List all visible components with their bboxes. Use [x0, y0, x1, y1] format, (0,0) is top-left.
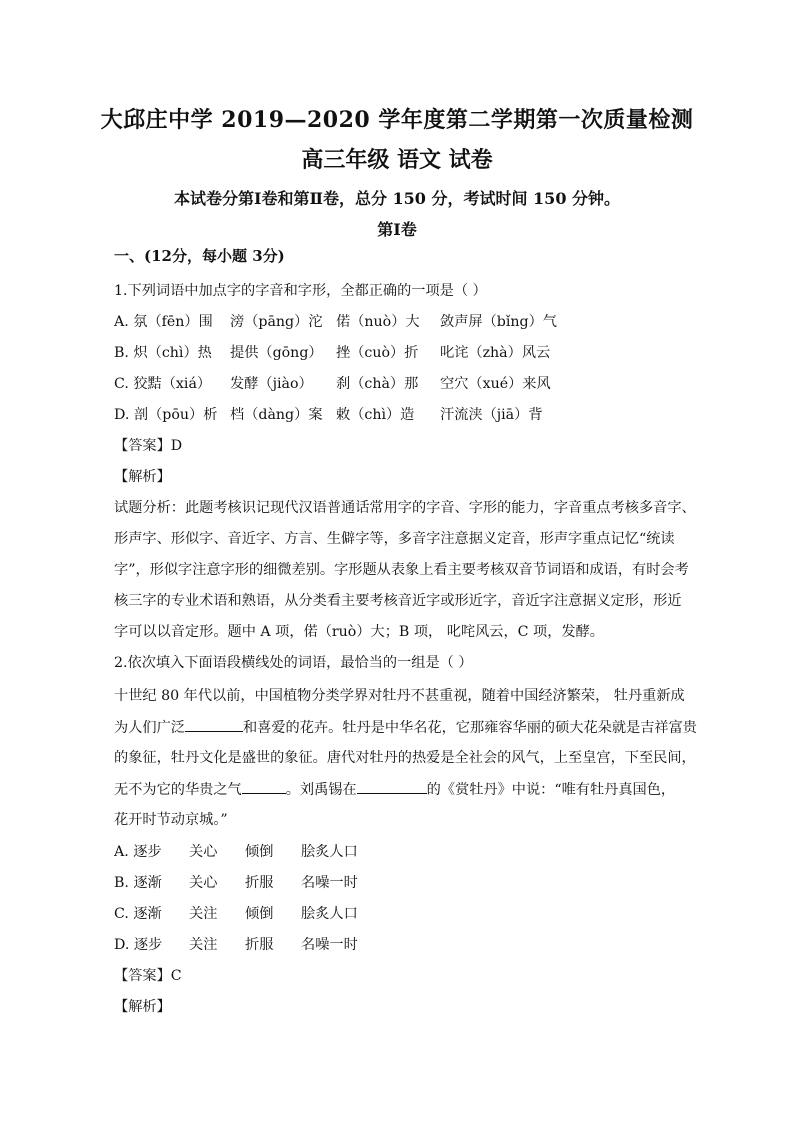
- q2-c-item-3: 倾倒: [245, 906, 274, 922]
- q2-passage-row-4c: 的《赏牡丹》中说：“唯有牡丹真国色，: [426, 782, 676, 798]
- q2-passage-row-4b: 。刘禹锡在: [285, 782, 357, 798]
- q2-b-item-3: 折服: [245, 875, 274, 891]
- q1-d-item-2: 档（dàng）案: [230, 407, 323, 423]
- fill-blank-2: [242, 779, 286, 794]
- q1-analysis-line-2: 形声字、形似字、音近字、方言、生僻字等，多音字注意据义定音，形声字重点记忆“统读: [114, 531, 675, 547]
- q1-c-item-2: 发酵（jiào）: [230, 376, 313, 392]
- q1-a-item-2: 滂（pāng）沱: [230, 314, 323, 330]
- q1-answer: [114, 436, 182, 456]
- fill-blank-3: [357, 779, 427, 794]
- q2-answer: [114, 966, 182, 986]
- q2-b-item-1: B. 逐渐: [114, 875, 162, 891]
- q2-a-item-4: 脍炙人口: [301, 844, 358, 860]
- q2-passage-row-3: 的象征，牡丹文化是盛世的象征。唐代对牡丹的热爱是全社会的风气，上至皇宫，下至民间，: [114, 750, 696, 766]
- q2-passage-row-2a: 为人们广泛: [114, 720, 185, 736]
- q1-analysis-label: 【解析】: [114, 469, 171, 485]
- q2-passage-row-4: [114, 779, 675, 800]
- q2-d-item-4: 名噪一时: [301, 937, 358, 953]
- q1-c-item-1: C. 狡黠（xiá）: [114, 376, 212, 392]
- q1-c-item-4: 空穴（xué）来风: [440, 376, 551, 392]
- fill-blank-1: [185, 717, 243, 732]
- q1-b-item-2: 提供（gōng）: [230, 345, 323, 361]
- q1-analysis-line-4: 核三字的专业术语和熟语，从分类看主要考核音近字或形近字，音近字注意据义定形，形近: [114, 593, 682, 609]
- q1-analysis-line-1: 试题分析：此题考核识记现代汉语普通话常用字的字音、字形的能力，字音重点考核多音字、: [114, 500, 696, 516]
- q2-d-item-2: 关注: [189, 937, 218, 953]
- q2-d-item-3: 折服: [245, 937, 274, 953]
- q1-stem: 1.下列词语中加点字的字音和字形，全都正确的一项是（ ）: [114, 283, 487, 299]
- q2-passage-row-4a: 无不为它的华贵之气: [114, 782, 242, 798]
- q2-d-item-1: D. 逐步: [114, 937, 163, 953]
- q1-analysis-line-5: 字可以以音定形。题中 A 项，偌（ruò）大；B 项， 叱咤风云，C 项，发酵。: [114, 624, 604, 640]
- q1-d-item-3: 敕（chì）造: [336, 407, 415, 423]
- q2-passage-row-2b: 和喜爱的花卉。牡丹是中华名花，它那雍容华丽的硕大花朵就是吉祥富贵: [242, 720, 697, 736]
- q2-answer-label: 【答案】: [114, 968, 171, 984]
- q2-analysis-label: 【解析】: [114, 999, 171, 1015]
- q2-stem: 2.依次填入下面语段横线处的词语，最恰当的一组是（ ）: [114, 655, 473, 671]
- q2-passage-row-2: [114, 717, 697, 738]
- q1-analysis-line-3: 字”，形似字注意字形的细微差别。字形题从表象上看主要考核双音节词语和成语，有时会考: [114, 562, 689, 578]
- q2-passage-row-1: 十世纪 80 年代以前，中国植物分类学界对牡丹不甚重视，随着中国经济繁荣， 牡丹重新成: [114, 688, 685, 704]
- q2-c-item-4: 脍炙人口: [301, 906, 358, 922]
- exam-instructions: 本试卷分第Ⅰ卷和第Ⅱ卷，总分 150 分，考试时间 150 分钟。: [173, 189, 621, 208]
- volume-heading: 第Ⅰ卷: [377, 220, 417, 239]
- exam-title: 大邱庄中学 2019—2020 学年度第二学期第一次质量检测: [100, 107, 694, 133]
- q1-b-item-1: B. 炽（chì）热: [114, 345, 212, 361]
- q1-answer-value: D: [170, 438, 183, 454]
- q2-a-item-1: A. 逐步: [114, 844, 162, 860]
- q1-c-item-3: 刹（chà）那: [336, 376, 419, 392]
- section-heading: 一、(12分，每小题 3分): [114, 247, 285, 265]
- q2-a-item-3: 倾倒: [245, 844, 274, 860]
- q1-b-item-4: 叱诧（zhà）风云: [440, 345, 551, 361]
- q1-a-item-4: 敛声屏（bǐng）气: [440, 314, 557, 330]
- q1-d-item-4: 汗流浃（jiā）背: [440, 407, 543, 423]
- q1-b-item-3: 挫（cuò）折: [336, 345, 419, 361]
- q2-answer-value: C: [170, 968, 182, 984]
- q2-c-item-1: C. 逐渐: [114, 906, 162, 922]
- q1-a-item-1: A. 氛（fēn）围: [114, 314, 213, 330]
- q2-b-item-4: 名噪一时: [301, 875, 358, 891]
- q1-d-item-1: D. 剖（pōu）析: [114, 407, 218, 423]
- q1-answer-label: 【答案】: [114, 438, 171, 454]
- q2-c-item-2: 关注: [189, 906, 218, 922]
- q2-a-item-2: 关心: [189, 844, 218, 860]
- q1-a-item-3: 偌（nuò）大: [336, 314, 420, 330]
- exam-subtitle-grade-subject: 高三年级 语文 试卷: [301, 147, 493, 173]
- q2-passage-row-5: 花开时节动京城。”: [114, 812, 228, 828]
- q2-b-item-2: 关心: [189, 875, 218, 891]
